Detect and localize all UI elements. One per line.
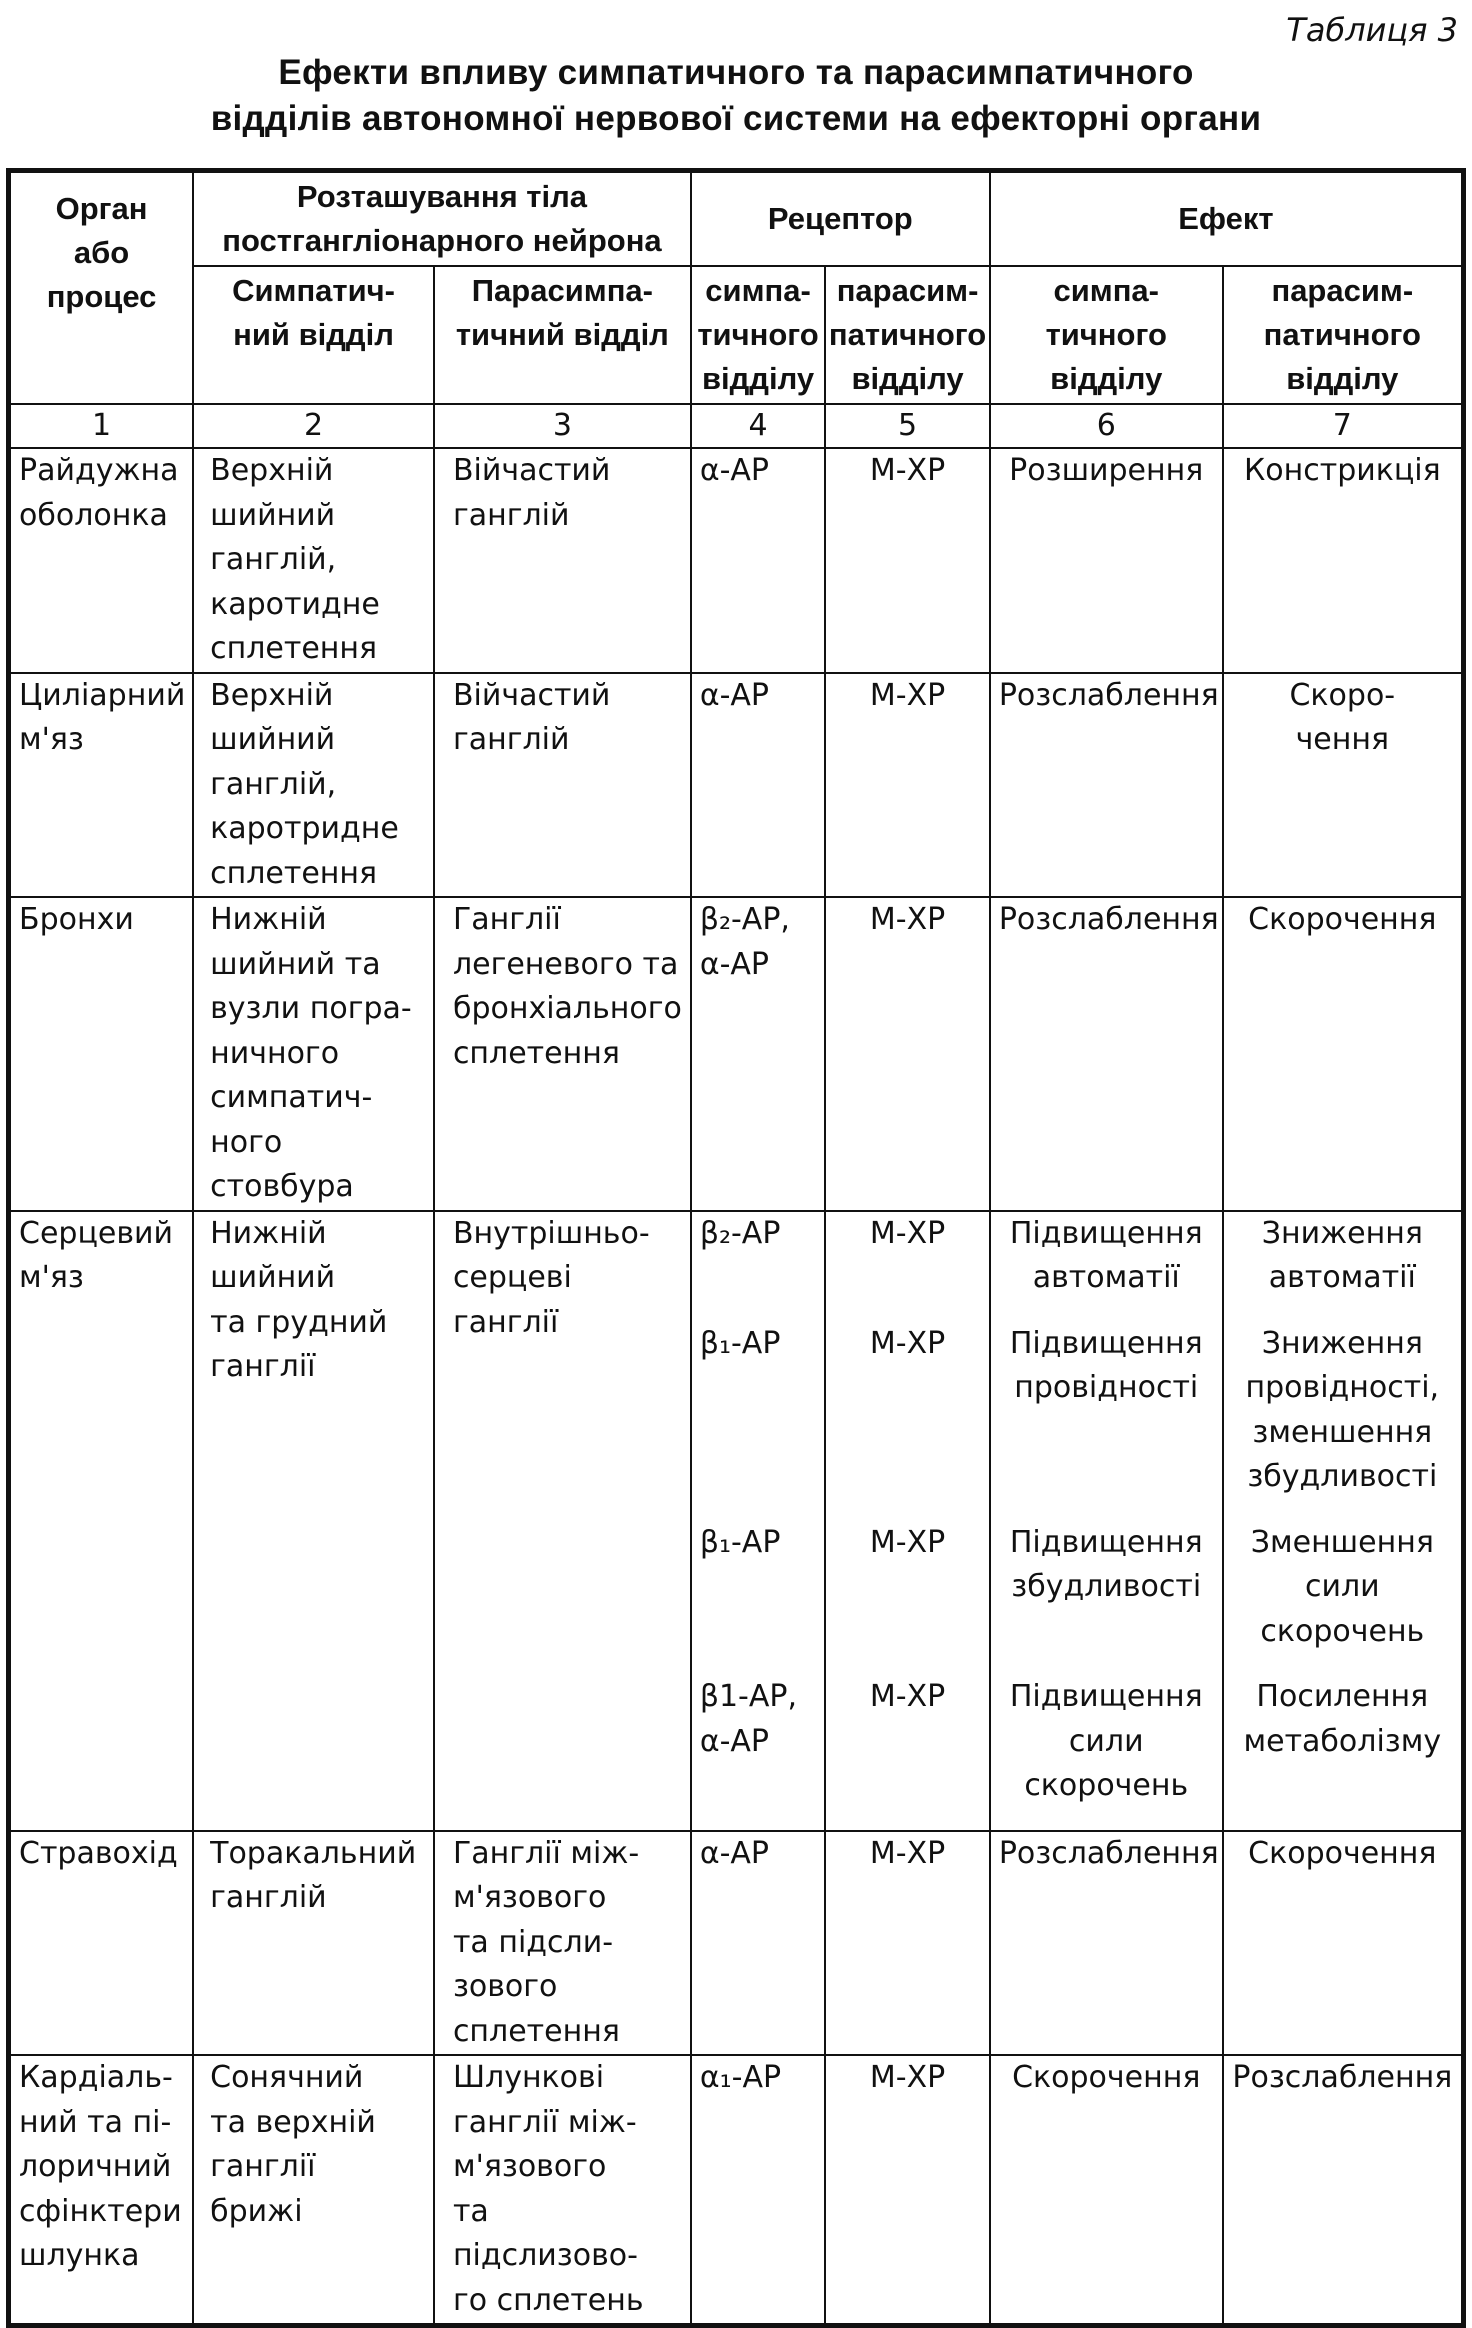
sympathetic-effect-cell [990, 897, 1223, 1211]
parasympathetic-receptor-entry: М-ХР [869, 1835, 946, 1871]
sympathetic-receptor-entry: α₁-АР [699, 2060, 782, 2095]
parasympathetic-location-cell: Шлункові ганглії між- м'язового та підслизово- го сплетень [434, 2055, 691, 2326]
sympathetic-receptor-cell [691, 673, 825, 898]
parasympathetic-receptor-entry: М-ХР [869, 1524, 946, 1560]
header-effect: Ефект [990, 171, 1464, 267]
table-row [9, 448, 1464, 673]
table-row [9, 2055, 1464, 2326]
parasympathetic-effect-entry: Зниження автоматії [1261, 1215, 1423, 1295]
parasympathetic-location-cell: Війчастий ганглій [434, 673, 691, 898]
table-row [9, 897, 1464, 1211]
sympathetic-location-cell: Сонячний та верхній ганглії брижі [193, 2055, 434, 2326]
sympathetic-effect-entry: Розслаблення [998, 677, 1219, 713]
sympathetic-effect-entry: Підвищення сили скорочень [1009, 1679, 1203, 1803]
parasympathetic-effect-entry: Констрикція [1243, 453, 1441, 488]
organ-cell: Циліарний м'яз [9, 673, 194, 898]
organ-cell: Бронхи [9, 897, 194, 1211]
sympathetic-receptor-entry: α-АР [699, 1835, 770, 1871]
table-row [9, 673, 1464, 898]
header-effect-para: парасим- патичного відділу [1223, 266, 1464, 404]
sympathetic-effect-cell [990, 1831, 1223, 2056]
parasympathetic-receptor-cell [825, 2055, 990, 2326]
parasympathetic-effect-entry: Скорочення [1248, 902, 1437, 937]
parasympathetic-effect-cell [1223, 897, 1464, 1211]
sympathetic-effect-entry: Підвищення збудливості [1009, 1524, 1203, 1604]
parasympathetic-receptor-entry: М-ХР [869, 902, 946, 937]
parasympathetic-receptor-entry: М-ХР [869, 1325, 946, 1361]
parasympathetic-effect-entry: Розслаблення [1232, 2060, 1453, 2095]
sympathetic-effect-entry: Скорочення [1012, 2060, 1201, 2095]
sympathetic-location-cell: Верхній шийний ганглій, каротидне сплетення [193, 448, 434, 673]
parasympathetic-effect-entry: Скоро- чення [1289, 677, 1396, 757]
header-location-symp: Симпатич- ний відділ [193, 266, 434, 404]
sympathetic-receptor-cell [691, 1831, 825, 2056]
column-number: 7 [1223, 404, 1464, 448]
sympathetic-receptor-cell [691, 897, 825, 1211]
sympathetic-receptor-entry: α-АР [699, 453, 770, 488]
table-row [9, 1831, 1464, 2056]
sympathetic-effect-entry: Підвищення провідності [1009, 1325, 1203, 1405]
parasympathetic-location-cell: Ганглії легеневого та бронхіального сплетення [434, 897, 691, 1211]
parasympathetic-effect-entry: Зменшення сили скорочень [1250, 1524, 1434, 1649]
column-number: 5 [825, 404, 990, 448]
sympathetic-location-cell: Торакальний ганглій [193, 1831, 434, 2056]
sympathetic-receptor-entry: β1-АР, α-АР [699, 1679, 798, 1759]
parasympathetic-receptor-cell [825, 448, 990, 673]
organ-cell: Кардіаль- ний та пі- лоричний сфінктери шлунка [9, 2055, 194, 2326]
sympathetic-receptor-cell [691, 448, 825, 673]
sympathetic-receptor-entry: β₂-АР [699, 1215, 781, 1251]
sympathetic-effect-cell [990, 2055, 1223, 2326]
parasympathetic-receptor-entry: М-ХР [869, 453, 946, 488]
column-number: 3 [434, 404, 691, 448]
parasympathetic-receptor-entry: М-ХР [869, 677, 946, 713]
column-number-row [9, 404, 1464, 448]
header-location-para: Парасимпа- тичний відділ [434, 266, 691, 404]
parasympathetic-effect-cell [1223, 673, 1464, 898]
column-number: 6 [990, 404, 1223, 448]
organ-cell: Райдужна оболонка [9, 448, 194, 673]
title-line-1: Ефекти впливу симпатичного та парасимпатичного [278, 53, 1194, 92]
table-title [0, 50, 1472, 142]
header-row-1 [9, 171, 1464, 267]
sympathetic-receptor-cell [691, 2055, 825, 2326]
sympathetic-receptor-entry: α-АР [699, 677, 770, 713]
sympathetic-effect-cell [990, 673, 1223, 898]
parasympathetic-location-cell: Внутрішньо- серцеві ганглії [434, 1211, 691, 1831]
sympathetic-effect-cell [990, 448, 1223, 673]
sympathetic-effect-entry: Підвищення автоматії [1009, 1215, 1203, 1295]
column-number: 2 [193, 404, 434, 448]
parasympathetic-receptor-entry: М-ХР [869, 2060, 946, 2095]
header-receptor-symp: симпа- тичного відділу [691, 266, 825, 404]
sympathetic-receptor-entry: β₁-АР [699, 1524, 781, 1560]
parasympathetic-receptor-cell [825, 1211, 990, 1831]
sympathetic-location-cell: Нижній шийний та вузли погра- ничного симпатич- ного стовбура [193, 897, 434, 1211]
parasympathetic-location-cell: Війчастий ганглій [434, 448, 691, 673]
sympathetic-receptor-entry: β₂-АР, α-АР [699, 902, 790, 982]
header-row-2 [9, 266, 1464, 404]
sympathetic-effect-entry: Розширення [1009, 453, 1204, 488]
title-line-2: відділів автономної нервової системи на ефекторні органи [210, 99, 1262, 138]
sympathetic-effect-cell [990, 1211, 1223, 1831]
header-location: Розташування тіла постгангліонарного нейрона [193, 171, 691, 267]
parasympathetic-receptor-cell [825, 897, 990, 1211]
header-receptor: Рецептор [691, 171, 990, 267]
sympathetic-effect-entry: Розслаблення [998, 902, 1219, 937]
parasympathetic-effect-entry: Зниження провідності, зменшення збудливості [1245, 1325, 1440, 1494]
header-organ: Орган або процес [9, 171, 194, 405]
sympathetic-effect-entry: Розслаблення [998, 1835, 1219, 1871]
parasympathetic-effect-cell [1223, 2055, 1464, 2326]
parasympathetic-effect-cell [1223, 1211, 1464, 1831]
column-number: 4 [691, 404, 825, 448]
sympathetic-location-cell: Верхній шийний ганглій, каротридне сплетення [193, 673, 434, 898]
parasympathetic-effect-cell [1223, 448, 1464, 673]
parasympathetic-receptor-entry: М-ХР [869, 1215, 946, 1251]
organ-cell: Стравохід [9, 1831, 194, 2056]
table-caption: Таблиця 3 [1286, 11, 1458, 49]
parasympathetic-receptor-entry: М-ХР [869, 1679, 946, 1714]
sympathetic-receptor-entry: β₁-АР [699, 1325, 781, 1361]
parasympathetic-effect-entry: Посилення метаболізму [1243, 1679, 1442, 1759]
parasympathetic-effect-entry: Скорочення [1248, 1835, 1437, 1871]
parasympathetic-receptor-cell [825, 673, 990, 898]
sympathetic-location-cell: Нижній шийний та грудний ганглії [193, 1211, 434, 1831]
table-row [9, 1211, 1464, 1831]
sympathetic-receptor-cell [691, 1211, 825, 1831]
organ-cell: Серцевий м'яз [9, 1211, 194, 1831]
parasympathetic-effect-cell [1223, 1831, 1464, 2056]
parasympathetic-location-cell: Ганглії між- м'язового та підсли- зового сплетення [434, 1831, 691, 2056]
header-receptor-para: парасим- патичного відділу [825, 266, 990, 404]
header-effect-symp: симпа- тичного відділу [990, 266, 1223, 404]
effects-table [6, 168, 1466, 2328]
parasympathetic-receptor-cell [825, 1831, 990, 2056]
column-number: 1 [9, 404, 194, 448]
